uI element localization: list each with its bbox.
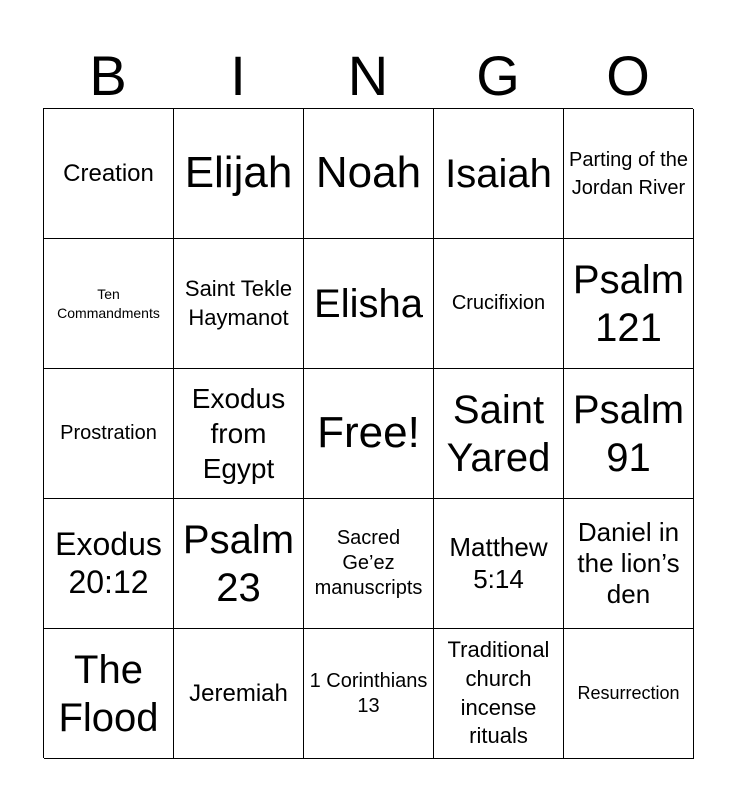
bingo-grid	[43, 108, 693, 758]
bingo-cell: Resurrection	[564, 629, 694, 759]
header-letter-n: N	[347, 44, 389, 107]
bingo-cell: Psalm 91	[564, 369, 694, 499]
bingo-cell: Saint Yared	[434, 369, 564, 499]
bingo-cell: Free!	[304, 369, 434, 499]
bingo-cell: Daniel in the lion’s den	[564, 499, 694, 629]
header-letter-g: G	[476, 44, 520, 107]
bingo-cell: Noah	[304, 109, 434, 239]
bingo-cell: Prostration	[44, 369, 174, 499]
bingo-cell: 1 Corinthians 13	[304, 629, 434, 759]
bingo-cell: Psalm 121	[564, 239, 694, 369]
bingo-cell: Exodus from Egypt	[174, 369, 304, 499]
bingo-cell: Saint Tekle Haymanot	[174, 239, 304, 369]
bingo-cell: Parting of the Jordan River	[564, 109, 694, 239]
bingo-cell: Exodus 20:12	[44, 499, 174, 629]
bingo-cell: Traditional church incense rituals	[434, 629, 564, 759]
bingo-cell: Isaiah	[434, 109, 564, 239]
bingo-cell: Matthew 5:14	[434, 499, 564, 629]
bingo-cell: The Flood	[44, 629, 174, 759]
bingo-cell: Ten Commandments	[44, 239, 174, 369]
bingo-cell: Psalm 23	[174, 499, 304, 629]
bingo-cell: Creation	[44, 109, 174, 239]
bingo-header	[43, 44, 693, 108]
header-letter-b: B	[89, 44, 127, 107]
bingo-cell: Jeremiah	[174, 629, 304, 759]
bingo-cell: Elisha	[304, 239, 434, 369]
bingo-cell: Elijah	[174, 109, 304, 239]
header-letter-o: O	[606, 44, 650, 107]
bingo-cell: Sacred Ge’ez manuscripts	[304, 499, 434, 629]
header-letter-i: I	[230, 44, 246, 107]
bingo-cell: Crucifixion	[434, 239, 564, 369]
